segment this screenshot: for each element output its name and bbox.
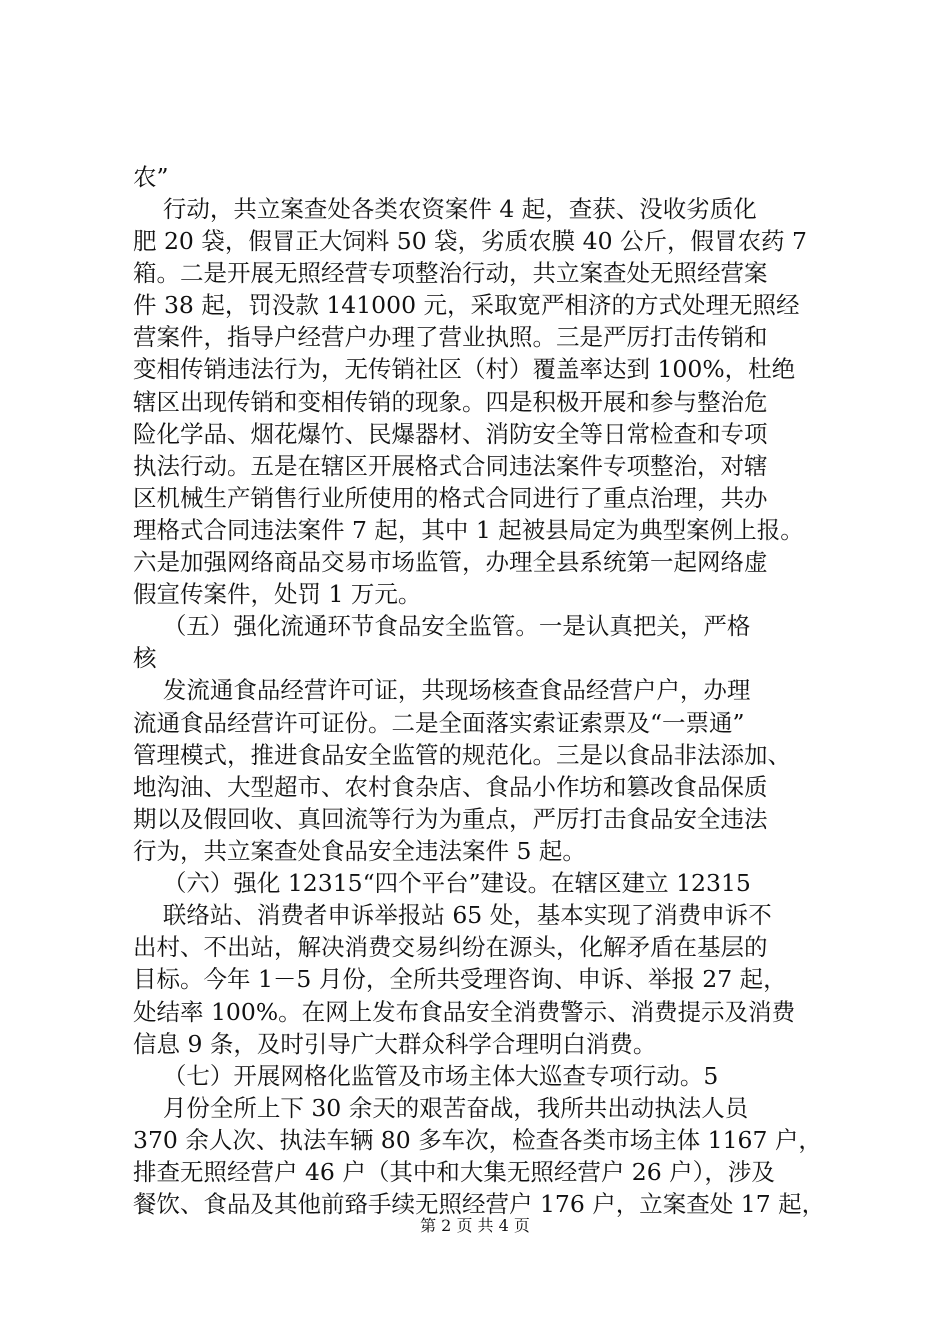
text-line: 肥 20 袋，假冒正大饲料 50 袋，劣质农膜 40 公斤，假冒农药 7 [133, 227, 807, 255]
text-line: 险化学品、烟花爆竹、民爆器材、消防安全等日常检查和专项 [133, 420, 768, 448]
text-line: 联络站、消费者申诉举报站 65 处，基本实现了消费申诉不 [133, 901, 772, 929]
text-line: 信息 9 条，及时引导广大群众科学合理明白消费。 [133, 1030, 657, 1058]
text-line: 农” [133, 163, 169, 191]
text-line: 期以及假回收、真回流等行为为重点，严厉打击食品安全违法 [133, 805, 768, 833]
text-line: 目标。今年 1－5 月份，全所共受理咨询、申诉、举报 27 起， [133, 965, 787, 993]
text-line: 管理模式，推进食品安全监管的规范化。三是以食品非法添加、 [133, 741, 791, 769]
text-line: 地沟油、大型超市、农村食杂店、食品小作坊和篡改食品保质 [133, 773, 768, 801]
text-line: 变相传销违法行为，无传销社区（村）覆盖率达到 100%，杜绝 [133, 355, 796, 383]
text-line: 月份全所上下 30 余天的艰苦奋战，我所共出动执法人员 [133, 1094, 749, 1122]
text-line: 执法行动。五是在辖区开展格式合同违法案件专项整治，对辖 [133, 452, 768, 480]
page-footer: 第 2 页 共 4 页 [420, 1216, 530, 1235]
text-line: 发流通食品经营许可证，共现场核查食品经营户户，办理 [133, 676, 751, 704]
text-line: 箱。二是开展无照经营专项整治行动，共立案查处无照经营案 [133, 259, 768, 287]
text-line: 营案件，指导户经营户办理了营业执照。三是严厉打击传销和 [133, 323, 768, 351]
text-line: 餐饮、食品及其他前臵手续无照经营户 176 户，立案查处 17 起， [133, 1190, 826, 1218]
text-line: 区机械生产销售行业所使用的格式合同进行了重点治理，共办 [133, 484, 768, 512]
text-line: 处结率 100%。在网上发布食品安全消费警示、消费提示及消费 [133, 998, 796, 1026]
text-line: 370 余人次、执法车辆 80 多车次，检查各类市场主体 1167 户， [133, 1126, 822, 1154]
text-line: 核 [133, 644, 157, 672]
text-line: （六）强化 12315“四个平台”建设。在辖区建立 12315 [133, 869, 751, 897]
text-line: 行为，共立案查处食品安全违法案件 5 起。 [133, 837, 586, 865]
text-line: 排查无照经营户 46 户（其中和大集无照经营户 26 户），涉及 [133, 1158, 775, 1186]
text-line: 辖区出现传销和变相传销的现象。四是积极开展和参与整治危 [133, 388, 768, 416]
text-line: 假宣传案件，处罚 1 万元。 [133, 580, 422, 608]
text-line: 理格式合同违法案件 7 起，其中 1 起被县局定为典型案例上报。 [133, 516, 804, 544]
text-line: 六是加强网络商品交易市场监管，办理全县系统第一起网络虚 [133, 548, 768, 576]
text-line: 出村、不出站，解决消费交易纠纷在源头，化解矛盾在基层的 [133, 933, 768, 961]
text-line: （七）开展网格化监管及市场主体大巡查专项行动。5 [133, 1062, 719, 1090]
text-line: 件 38 起，罚没款 141000 元，采取宽严相济的方式处理无照经 [133, 291, 800, 319]
text-line: 流通食品经营许可证份。二是全面落实索证索票及“一票通” [133, 709, 745, 737]
text-line: （五）强化流通环节食品安全监管。一是认真把关，严格 [133, 612, 751, 640]
text-line: 行动，共立案查处各类农资案件 4 起，查获、没收劣质化 [133, 195, 757, 223]
